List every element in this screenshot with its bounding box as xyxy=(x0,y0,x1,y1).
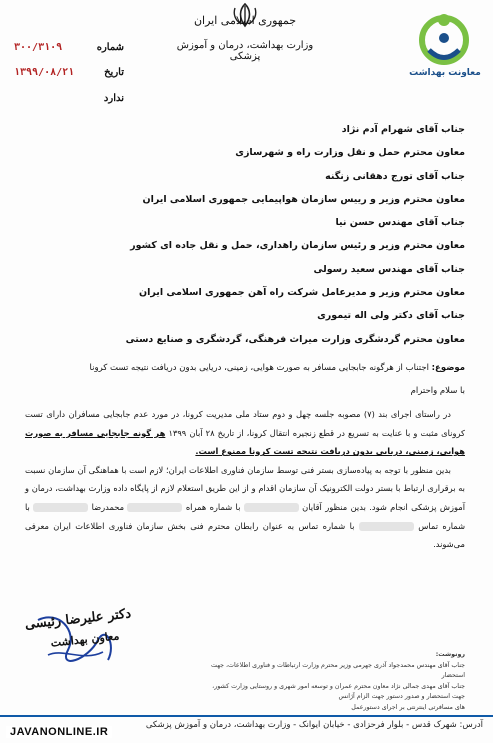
recipient-line: جناب آقای شهرام آدم نژاد xyxy=(341,124,465,135)
body-paragraph-2 xyxy=(25,461,465,554)
recipient-line: معاون محترم حمل و نقل وزارت راه و شهرسازی xyxy=(235,147,465,159)
cc-line: های مسافرتی اینترنتی بر اجرای دستورعمل xyxy=(351,703,465,711)
number-value: ۳۰۰/۳۱۰۹ xyxy=(14,42,63,53)
recipients-list xyxy=(25,118,465,351)
recipient-line: معاون محترم وزیر و رئیس سازمان راهداری، حمل و نقل جاده ای کشور xyxy=(130,240,465,252)
cc-title: رونوشت: xyxy=(435,651,465,658)
attachment-label: ندارد xyxy=(103,93,124,104)
subject-label: موضوع: xyxy=(431,363,465,373)
body-p1-highlight: هر گونه جابجایی مسافر به صورت هوایی، زمینی، دریایی بدون دریافت نتیجه تست کرونا ممنوع است. xyxy=(25,427,465,457)
date-label: تاریخ xyxy=(104,67,124,78)
recipient-line: جناب آقای دکتر ولی اله تیموری xyxy=(317,310,465,322)
cc-block xyxy=(205,650,465,713)
recipient-line: جناب آقای مهندس سعید رسولی xyxy=(313,263,465,275)
ministry-title: وزارت بهداشت، درمان و آموزش پزشکی xyxy=(176,40,314,62)
redacted-block xyxy=(244,503,299,512)
body-paragraph-1 xyxy=(25,405,465,461)
health-deputy-logo-icon xyxy=(409,10,479,90)
signatory-name: دکتر علیرضا رئیسی xyxy=(24,606,132,633)
redacted-block xyxy=(359,522,414,531)
number-label: شماره xyxy=(96,42,124,53)
cc-line: جناب آقای مهندس محمدجواد آذری جهرمی وزیر محترم وزارت ارتباطات و فناوری اطلاعات، جهت استحضار xyxy=(211,661,465,679)
body-p2-text: بدین منظور با توجه به پیاده‌سازی بستر فنی توسط سازمان فناوری اطلاعات ایران؛ لازم است با هماهنگی آن سازمان نسبت به برقراری ارتباط با بستر دولت الکترونیک آن سازمان اقدام و از این طریق استعلام لازم از پایگاه داده وزارت بهداشت، درمان و آموزش پزشکی انجام شود. بدین منظور آقایان xyxy=(25,464,466,512)
recipient-line: معاون محترم گردشگری وزارت میراث فرهنگی، گردشگری و صنایع دستی xyxy=(125,333,465,345)
body-p2-mobile: با شماره همراه xyxy=(185,501,241,512)
body-p1-text: در راستای اجرای بند (۷) مصوبه جلسه چهل و دوم ستاد ملی مدیریت کرونا، در مورد عدم جابجایی مسافران دارای تست کرونای مثبت و با عنایت به تسریع در قطع زنجیره انتقال کرونا، از تاریخ ۲۸ آبان ۱۳۹۹ xyxy=(25,409,465,438)
site-watermark: JAVANONLINE.IR xyxy=(6,726,112,738)
recipient-line: معاون محترم وزیر و مدیرعامل شرکت راه آهن جمهوری اسلامی ایران xyxy=(139,287,465,299)
body-p2-closing: به عنوان رابطان محترم فنی بخش سازمان فناوری اطلاعات ایران معرفی می‌شوند. xyxy=(25,520,465,550)
republic-title: جمهوری اسلامی ایران xyxy=(193,14,297,27)
attachment-row xyxy=(14,93,124,104)
recipient-line: جناب آقای مهندس حسن نیا xyxy=(335,217,465,229)
redacted-block xyxy=(33,503,88,512)
subject-text: اجتناب از هرگونه جابجایی مسافر به صورت هوایی، زمینی، دریایی بدون دریافت نتیجه تست کرونا xyxy=(89,363,429,373)
footer-address: آدرس: شهرک قدس - بلوار فرحزادی - خیابان ایوانک - وزارت بهداشت، درمان و آموزش پزشکی xyxy=(145,720,483,730)
redacted-block xyxy=(127,503,182,512)
body-p2-phone-b: با شماره تماس xyxy=(298,520,355,531)
footer-divider xyxy=(0,715,493,717)
logo-label: معاونت بهداشت xyxy=(409,68,481,78)
signatory-title: معاون بهداشت xyxy=(50,629,120,650)
letter-date-row xyxy=(14,67,124,78)
body-p2-phone-a: با شماره تماس xyxy=(25,501,466,531)
letter-number-row xyxy=(14,42,124,53)
cc-line: جناب آقای مهدی جمالی نژاد معاون محترم عمران و توسعه امور شهری و روستایی وزارت کشور، جهت استحضار و صدور دستور جهت الزام آژانس xyxy=(212,682,465,700)
body-p2-name: محمدرضا xyxy=(91,501,125,512)
date-value: ۱۳۹۹/۰۸/۲۱ xyxy=(14,67,75,78)
recipient-line: معاون محترم وزیر و رییس سازمان هواپیمایی جمهوری اسلامی ایران xyxy=(142,193,465,205)
recipient-line: جناب آقای تورج دهقانی زنگنه xyxy=(325,170,465,182)
letter-body xyxy=(25,405,465,554)
greeting: با سلام واحترام xyxy=(410,386,465,396)
subject-line xyxy=(25,363,465,373)
